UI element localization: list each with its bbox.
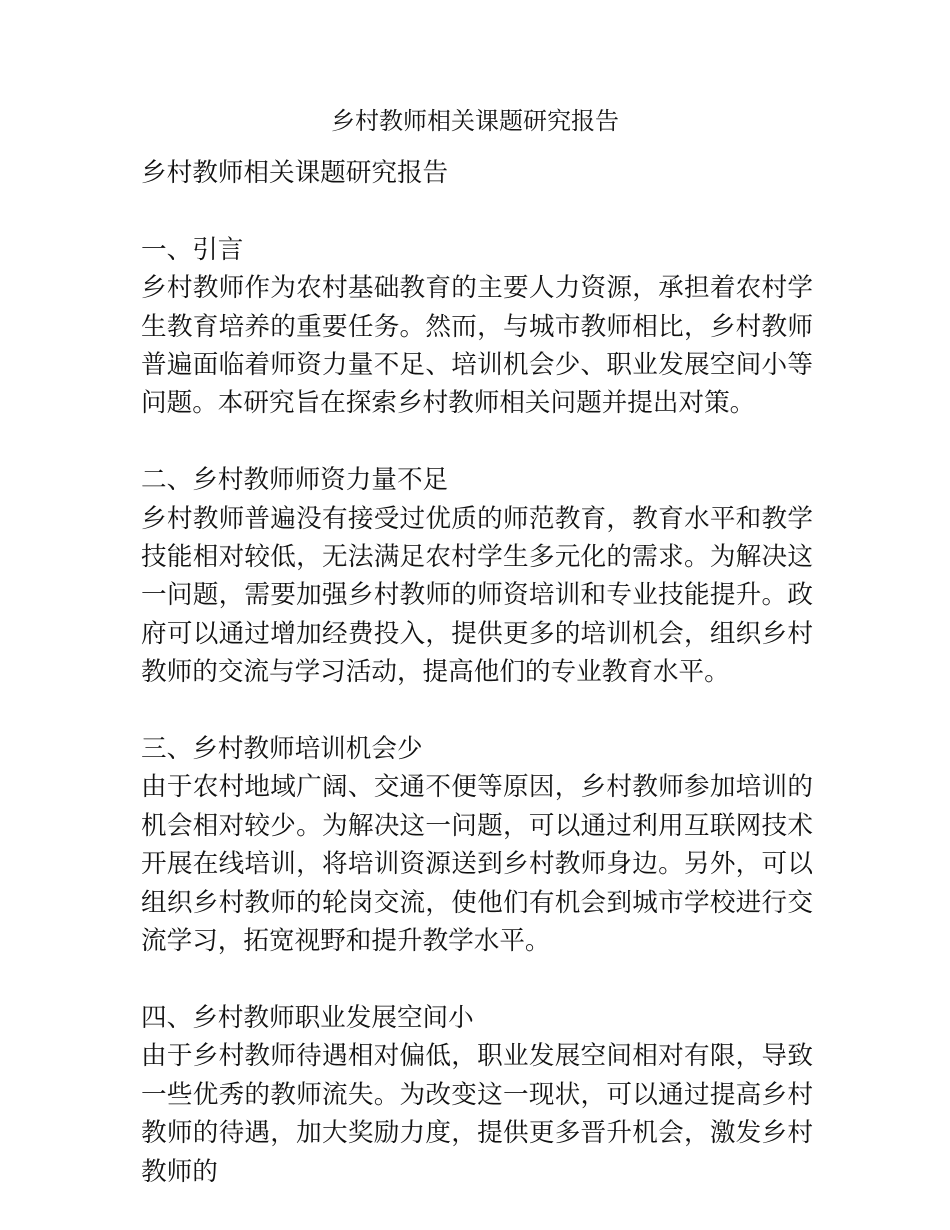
document-title: 乡村教师相关课题研究报告 (331, 107, 619, 135)
section-paragraph: 乡村教师普遍没有接受过优质的师范教育，教育水平和教学技能相对较低，无法满足农村学生多元化的需求。为解决这一问题，需要加强乡村教师的师资培训和专业技能提升。政府可以通过增加经费投入，提供更多的培训机会，组织乡村教师的交流与学习活动，提高他们的专业教育水平。 (141, 503, 813, 688)
section-paragraph: 由于农村地域广阔、交通不便等原因，乡村教师参加培训的机会相对较少。为解决这一问题，可以通过利用互联网技术开展在线培训，将培训资源送到乡村教师身边。另外，可以组织乡村教师的轮岗交流，使他们有机会到城市学校进行交流学习，拓宽视野和提升教学水平。 (141, 772, 813, 957)
section-paragraph: 乡村教师作为农村基础教育的主要人力资源，承担着农村学生教育培养的重要任务。然而，与城市教师相比，乡村教师普遍面临着师资力量不足、培训机会少、职业发展空间小等问题。本研究旨在探索乡村教师相关问题并提出对策。 (141, 273, 813, 419)
spacer (141, 692, 813, 730)
document-body (141, 154, 813, 1191)
spacer (141, 960, 813, 998)
section-heading: 四、乡村教师职业发展空间小 (141, 1002, 474, 1033)
section-heading: 二、乡村教师师资力量不足 (141, 465, 449, 496)
document-subtitle: 乡村教师相关课题研究报告 (141, 158, 449, 188)
section-heading: 三、乡村教师培训机会少 (141, 734, 423, 765)
spacer (141, 423, 813, 461)
spacer (141, 192, 813, 230)
section-paragraph: 由于乡村教师待遇相对偏低，职业发展空间相对有限，导致一些优秀的教师流失。为改变这一现状，可以通过提高乡村教师的待遇，加大奖励力度，提供更多晋升机会，激发乡村教师的 (141, 1041, 813, 1187)
section-heading: 一、引言 (141, 234, 244, 265)
